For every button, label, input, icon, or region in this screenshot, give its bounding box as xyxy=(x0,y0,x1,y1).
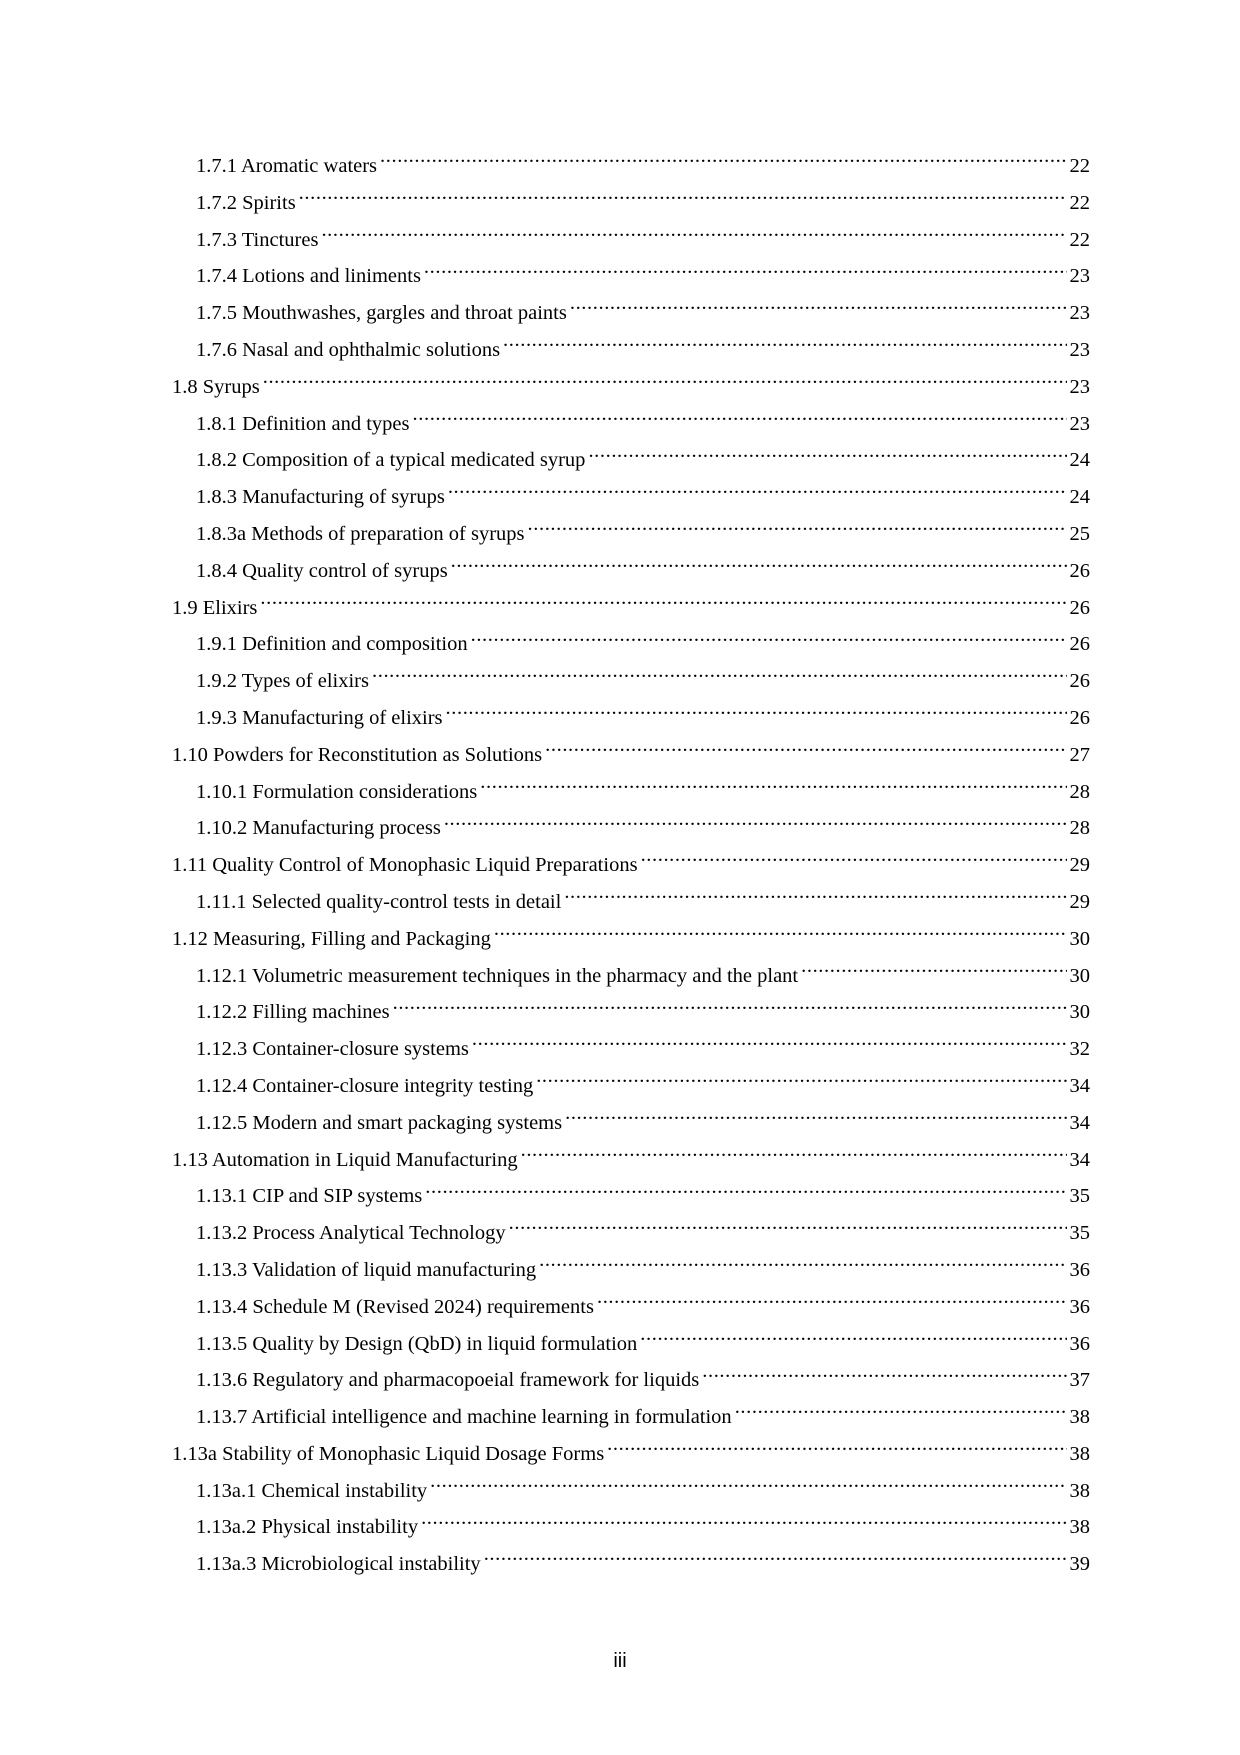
toc-entry-title: 1.11.1 Selected quality-control tests in detail xyxy=(196,890,562,913)
toc-entry[interactable] xyxy=(172,884,1090,921)
toc-entry-page: 30 xyxy=(1069,1001,1090,1024)
toc-entry-title: 1.10.1 Formulation considerations xyxy=(196,780,478,803)
toc-entry-page: 22 xyxy=(1069,191,1090,214)
toc-entry[interactable] xyxy=(172,737,1090,774)
toc-entry[interactable] xyxy=(172,553,1090,590)
toc-entry-page: 24 xyxy=(1069,449,1090,472)
toc-entry-title: 1.8 Syrups xyxy=(172,375,260,398)
toc-entry-page: 22 xyxy=(1069,155,1090,177)
toc-entry[interactable] xyxy=(172,222,1090,259)
toc-entry-page: 23 xyxy=(1069,338,1090,361)
toc-dot-leader xyxy=(545,741,1066,761)
toc-entry[interactable] xyxy=(172,810,1090,847)
toc-entry[interactable] xyxy=(172,994,1090,1031)
toc-dot-leader xyxy=(801,962,1066,982)
toc-dot-leader xyxy=(570,299,1067,319)
toc-dot-leader xyxy=(607,1440,1066,1460)
toc-dot-leader xyxy=(425,1182,1066,1202)
toc-dot-leader xyxy=(521,1146,1067,1166)
toc-dot-leader xyxy=(503,336,1066,356)
toc-entry-page: 28 xyxy=(1069,780,1090,803)
toc-dot-leader xyxy=(539,1256,1066,1276)
table-of-contents xyxy=(172,148,1090,1583)
toc-dot-leader xyxy=(424,262,1067,282)
toc-dot-leader xyxy=(641,851,1067,871)
toc-entry[interactable] xyxy=(172,442,1090,479)
toc-entry-page: 24 xyxy=(1069,486,1090,509)
toc-entry-page: 35 xyxy=(1069,1222,1090,1245)
toc-entry-page: 22 xyxy=(1069,228,1090,251)
toc-entry-page: 23 xyxy=(1069,412,1090,435)
toc-entry[interactable] xyxy=(172,1399,1090,1436)
toc-entry[interactable] xyxy=(172,1326,1090,1363)
toc-entry-title: 1.13.7 Artificial intelligence and machine learning in formulation xyxy=(196,1406,732,1429)
toc-entry-page: 38 xyxy=(1069,1479,1090,1502)
toc-entry-page: 36 xyxy=(1069,1332,1090,1355)
toc-dot-leader xyxy=(393,998,1067,1018)
toc-dot-leader xyxy=(472,1035,1067,1055)
toc-entry-page: 32 xyxy=(1069,1038,1090,1061)
toc-entry-title: 1.8.3 Manufacturing of syrups xyxy=(196,486,445,509)
toc-entry-title: 1.7.1 Aromatic waters xyxy=(196,155,378,177)
toc-entry[interactable] xyxy=(172,1142,1090,1179)
toc-entry-title: 1.13 Automation in Liquid Manufacturing xyxy=(172,1148,518,1171)
toc-entry-page: 36 xyxy=(1069,1295,1090,1318)
toc-dot-leader xyxy=(565,1109,1066,1129)
toc-entry-page: 30 xyxy=(1069,927,1090,950)
toc-entry-title: 1.11 Quality Control of Monophasic Liquid Preparations xyxy=(172,854,638,877)
toc-entry-page: 28 xyxy=(1069,817,1090,840)
toc-entry-page: 34 xyxy=(1069,1148,1090,1171)
toc-entry-title: 1.8.1 Definition and types xyxy=(196,412,410,435)
toc-entry-page: 23 xyxy=(1069,302,1090,325)
toc-dot-leader xyxy=(509,1219,1067,1239)
toc-dot-leader xyxy=(413,410,1067,430)
toc-dot-leader xyxy=(640,1330,1066,1350)
toc-entry[interactable] xyxy=(172,1068,1090,1105)
toc-entry[interactable] xyxy=(172,663,1090,700)
toc-entry-page: 26 xyxy=(1069,670,1090,693)
toc-entry[interactable] xyxy=(172,369,1090,406)
toc-entry-page: 36 xyxy=(1069,1258,1090,1281)
toc-entry[interactable] xyxy=(172,1178,1090,1215)
toc-entry[interactable] xyxy=(172,185,1090,222)
toc-entry[interactable] xyxy=(172,958,1090,995)
toc-entry[interactable] xyxy=(172,626,1090,663)
toc-dot-leader xyxy=(421,1513,1066,1533)
toc-entry[interactable] xyxy=(172,1509,1090,1546)
toc-entry[interactable] xyxy=(172,1289,1090,1326)
toc-dot-leader xyxy=(321,226,1066,246)
toc-entry[interactable] xyxy=(172,148,1090,185)
toc-entry-page: 25 xyxy=(1069,522,1090,545)
toc-entry[interactable] xyxy=(172,1436,1090,1473)
toc-entry-page: 23 xyxy=(1069,375,1090,398)
toc-entry-title: 1.13a Stability of Monophasic Liquid Dosage Forms xyxy=(172,1442,605,1465)
toc-dot-leader xyxy=(263,373,1067,393)
toc-entry-page: 29 xyxy=(1069,890,1090,913)
toc-dot-leader xyxy=(471,630,1067,650)
toc-entry-page: 26 xyxy=(1069,706,1090,729)
toc-dot-leader xyxy=(448,483,1067,503)
toc-entry-title: 1.12.1 Volumetric measurement techniques in the pharmacy and the plant xyxy=(196,964,799,987)
toc-entry-title: 1.13.6 Regulatory and pharmacopoeial framework for liquids xyxy=(196,1369,700,1392)
toc-dot-leader xyxy=(299,189,1067,209)
toc-entry-title: 1.12.2 Filling machines xyxy=(196,1001,390,1024)
toc-entry-title: 1.9 Elixirs xyxy=(172,596,258,619)
toc-entry[interactable] xyxy=(172,295,1090,332)
toc-dot-leader xyxy=(536,1072,1066,1092)
toc-entry-title: 1.13.2 Process Analytical Technology xyxy=(196,1222,506,1245)
toc-entry-title: 1.13.1 CIP and SIP systems xyxy=(196,1185,423,1208)
toc-entry-page: 35 xyxy=(1069,1185,1090,1208)
toc-entry-title: 1.7.4 Lotions and liniments xyxy=(196,265,421,288)
toc-dot-leader xyxy=(702,1366,1066,1386)
toc-dot-leader xyxy=(484,1550,1067,1570)
toc-entry[interactable] xyxy=(172,332,1090,369)
toc-entry[interactable] xyxy=(172,1031,1090,1068)
toc-dot-leader xyxy=(597,1293,1067,1313)
toc-dot-leader xyxy=(588,446,1066,466)
toc-entry[interactable] xyxy=(172,921,1090,958)
toc-entry-title: 1.13a.1 Chemical instability xyxy=(196,1479,428,1502)
toc-entry-title: 1.10 Powders for Reconstitution as Solutions xyxy=(172,743,543,766)
toc-entry-title: 1.12.4 Container-closure integrity testing xyxy=(196,1074,534,1097)
toc-entry-page: 26 xyxy=(1069,596,1090,619)
toc-entry-title: 1.13.3 Validation of liquid manufacturing xyxy=(196,1258,537,1281)
toc-entry-title: 1.8.4 Quality control of syrups xyxy=(196,559,448,582)
toc-entry-page: 29 xyxy=(1069,854,1090,877)
toc-entry[interactable] xyxy=(172,1105,1090,1142)
toc-entry-page: 34 xyxy=(1069,1074,1090,1097)
toc-entry-page: 38 xyxy=(1069,1406,1090,1429)
toc-entry[interactable] xyxy=(172,1362,1090,1399)
toc-entry-page: 38 xyxy=(1069,1516,1090,1539)
toc-entry[interactable] xyxy=(172,1546,1090,1583)
toc-entry-page: 38 xyxy=(1069,1442,1090,1465)
toc-entry[interactable] xyxy=(172,1215,1090,1252)
toc-entry[interactable] xyxy=(172,847,1090,884)
toc-entry[interactable] xyxy=(172,700,1090,737)
toc-dot-leader xyxy=(380,152,1066,172)
toc-entry[interactable] xyxy=(172,258,1090,295)
toc-entry-title: 1.8.3a Methods of preparation of syrups xyxy=(196,522,525,545)
toc-dot-leader xyxy=(446,704,1067,724)
toc-entry-title: 1.13.4 Schedule M (Revised 2024) requirements xyxy=(196,1295,594,1318)
toc-entry[interactable] xyxy=(172,590,1090,627)
toc-entry-title: 1.12.3 Container-closure systems xyxy=(196,1038,469,1061)
toc-entry-page: 30 xyxy=(1069,964,1090,987)
toc-dot-leader xyxy=(528,520,1067,540)
toc-entry-title: 1.8.2 Composition of a typical medicated syrup xyxy=(196,449,586,472)
toc-entry-title: 1.7.3 Tinctures xyxy=(196,228,319,251)
toc-entry-title: 1.13a.2 Physical instability xyxy=(196,1516,419,1539)
toc-dot-leader xyxy=(451,557,1067,577)
toc-entry[interactable] xyxy=(172,479,1090,516)
toc-entry-title: 1.9.1 Definition and composition xyxy=(196,633,468,656)
toc-entry-title: 1.10.2 Manufacturing process xyxy=(196,817,441,840)
toc-entry-title: 1.12 Measuring, Filling and Packaging xyxy=(172,927,491,950)
toc-entry[interactable] xyxy=(172,1473,1090,1510)
toc-dot-leader xyxy=(494,925,1067,945)
toc-entry-page: 23 xyxy=(1069,265,1090,288)
toc-entry-title: 1.7.6 Nasal and ophthalmic solutions xyxy=(196,338,501,361)
toc-entry[interactable] xyxy=(172,774,1090,811)
toc-entry-title: 1.12.5 Modern and smart packaging systems xyxy=(196,1111,563,1134)
toc-entry-title: 1.9.3 Manufacturing of elixirs xyxy=(196,706,443,729)
toc-entry-title: 1.13a.3 Microbiological instability xyxy=(196,1553,481,1576)
page-number: iii xyxy=(613,1650,627,1672)
toc-dot-leader xyxy=(735,1403,1067,1423)
toc-entry[interactable] xyxy=(172,1252,1090,1289)
toc-entry-page: 27 xyxy=(1069,743,1090,766)
toc-entry-page: 37 xyxy=(1069,1369,1090,1392)
toc-dot-leader xyxy=(564,888,1066,908)
toc-entry[interactable] xyxy=(172,406,1090,443)
toc-entry[interactable] xyxy=(172,516,1090,553)
toc-dot-leader xyxy=(444,814,1067,834)
toc-dot-leader xyxy=(430,1477,1066,1497)
toc-entry-title: 1.9.2 Types of elixirs xyxy=(196,670,369,693)
toc-dot-leader xyxy=(480,778,1066,798)
toc-entry-page: 26 xyxy=(1069,633,1090,656)
toc-dot-leader xyxy=(372,667,1067,687)
toc-entry-title: 1.7.5 Mouthwashes, gargles and throat paints xyxy=(196,302,567,325)
toc-entry-title: 1.13.5 Quality by Design (QbD) in liquid formulation xyxy=(196,1332,638,1355)
toc-entry-title: 1.7.2 Spirits xyxy=(196,191,296,214)
toc-entry-page: 39 xyxy=(1069,1553,1090,1576)
toc-entry-page: 34 xyxy=(1069,1111,1090,1134)
toc-dot-leader xyxy=(260,594,1066,614)
toc-entry-page: 26 xyxy=(1069,559,1090,582)
